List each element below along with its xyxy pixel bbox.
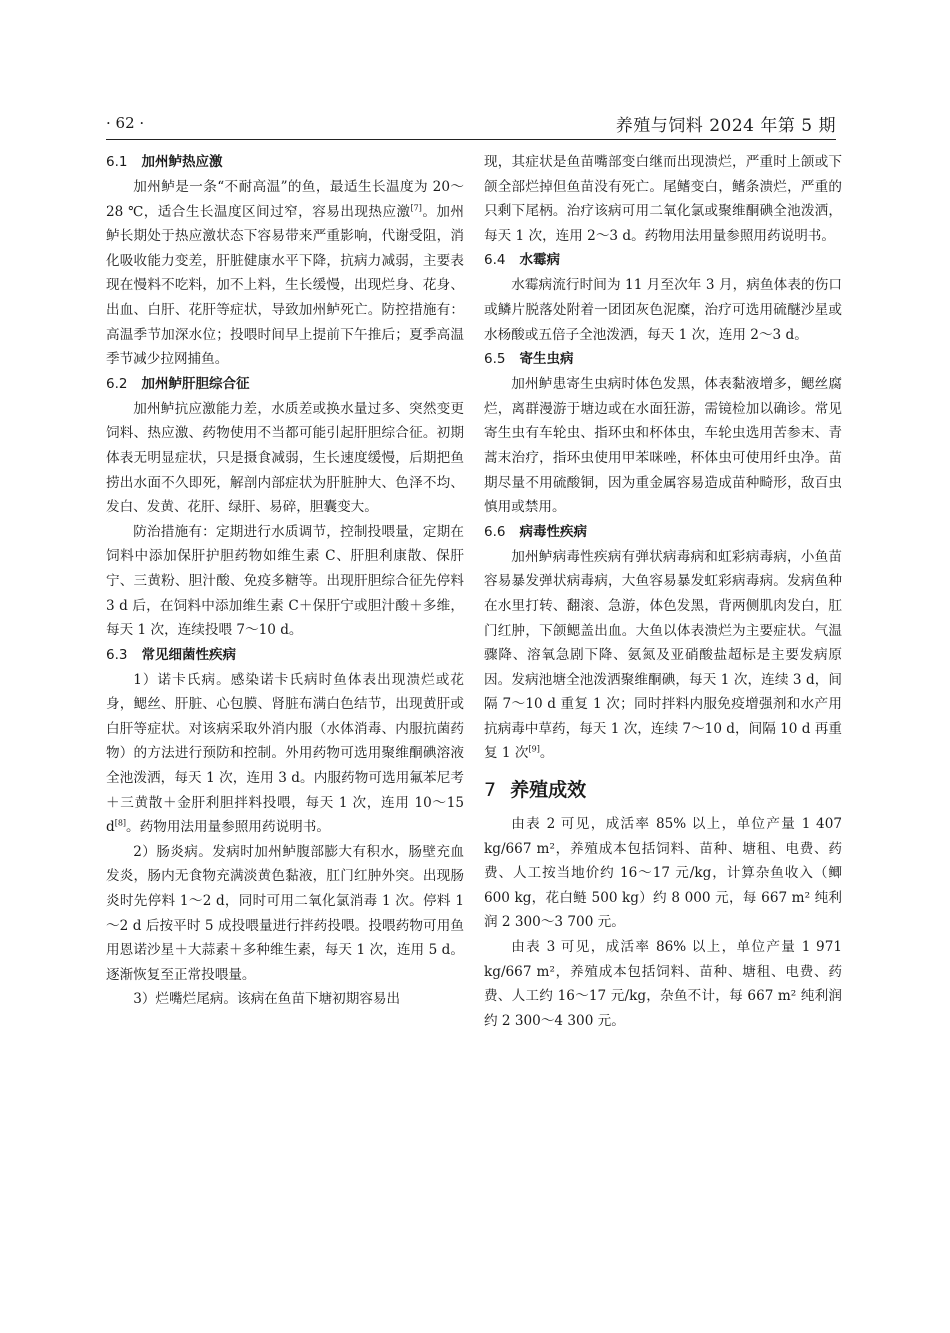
paragraph-mouth-tail-rot-continued: 现，其症状是鱼苗嘴部变白继而出现溃烂，严重时上颌或下颌全部烂掉但鱼苗没有死亡。尾鳍变白，鳍条溃烂，严重的只剩下尾柄。治疗该病可用二氧化氯或聚维酮碘全池泼洒，每天 1 次，连用 2～3 d。药物用法用量参照用药说明书。 [484, 154, 842, 244]
left-column [106, 150, 464, 1012]
section-number: 6.4 [484, 252, 506, 269]
section-heading-6-2 [106, 372, 464, 397]
paragraph-results-table3: 由表 3 可见，成活率 86% 以上，单位产量 1 971 kg/667 m²，养殖成本包括饲料、苗种、塘租、电费、药费、人工约 16～17 元/kg，杂鱼不计，每 667 m² 纯利润约 2 300～4 300 元。 [484, 939, 842, 1029]
paragraph-nocardia [106, 668, 464, 840]
citation-ref: [9] [528, 744, 540, 754]
section-title: 常见细菌性疾病 [141, 646, 236, 663]
paragraph-results-table2: 由表 2 可见，成活率 85% 以上，单位产量 1 407 kg/667 m²，养殖成本包括饲料、苗种、塘租、电费、药费、人工按当地价约 16～17 元/kg，计算杂鱼收入（鲫 600 kg，花白鲢 500 kg）约 8 000 元，每 667 m² 纯利润 2 300～3 700 元。 [484, 816, 842, 931]
paragraph-text: 。药物用法用量参照用药说明书。 [126, 819, 330, 836]
citation-ref: [7] [410, 203, 422, 213]
paragraph-text: 加州鲈病毒性疾病有弹状病毒病和虹彩病毒病，小鱼苗容易暴发弹状病毒病，大鱼容易暴发虹彩病毒病。发病鱼种在水里打转、翻滚、急游，体色发黑，背两侧肌肉发白，肛门红肿，下颌鳃盖出血。大鱼以体表溃烂为主要症状。气温骤降、溶氧急剧下降、氨氮及亚硝酸盐超标是主要发病原因。发病池塘全池泼洒聚维酮碘，每天 1 次，连续 3 d，间隔 7～10 d 重复 1 次；同时拌料内服免疫增强剂和水产用抗病毒中草药，每天 1 次，连续 7～10 d，间隔 10 d 再重复 1 次 [484, 548, 842, 762]
section-heading-6-6 [484, 520, 842, 545]
right-column [484, 150, 842, 1033]
paragraph-text: 1）诺卡氏病。感染诺卡氏病时鱼体表出现溃烂或花身，鳃丝、肝脏、心包膜、肾脏布满白色结节，出现黄肝或白肝等症状。对该病采取外消内服（水体消毒、内服抗菌药物）的方法进行预防和控制。外用药物可选用聚维酮碘溶液全池泼洒，每天 1 次，连用 3 d。内服药物可选用氟苯尼考＋三黄散＋金肝利胆拌料投喂，每天 1 次，连用 10～15 d [106, 671, 464, 836]
section-heading-6-4 [484, 248, 842, 273]
section-heading-6-1 [106, 150, 464, 175]
section-number: 6.1 [106, 154, 128, 170]
section-title: 水霉病 [519, 252, 560, 269]
section-title: 加州鲈热应激 [141, 154, 223, 170]
section-number: 6.2 [106, 375, 128, 392]
section-number: 6.3 [106, 646, 128, 663]
page-header [106, 108, 836, 138]
section-title: 加州鲈肝胆综合征 [141, 375, 250, 392]
paragraph-text: 。加州鲈长期处于热应激状态下容易带来严重影响，代谢受阻，消化吸收能力变差，肝脏健康水平下降，抗病力减弱，主要表现在慢料不吃料，加不上料，生长缓慢，出现烂身、花身、出血、白肝、花肝等症状，导致加州鲈死亡。防控措施有：高温季节加深水位；投喂时间早上提前下午推后；夏季高温季节减少拉网捕鱼。 [106, 203, 465, 368]
paragraph-heat-stress [106, 175, 464, 372]
paragraph-enteritis: 2）肠炎病。发病时加州鲈腹部膨大有积水，肠壁充血发炎，肠内无食物充满淡黄色黏液，肛门红肿外突。出现肠炎时先停料 1～2 d，同时可用二氧化氯消毒 1 次。停料 1～2 d 后按平时 5 成投喂量进行拌药投喂。投喂药物可用鱼用恩诺沙星＋大蒜素＋多种维生素，每天 1 次，连用 5 d。逐渐恢复至正常投喂量。 [106, 843, 464, 983]
paragraph-parasites: 加州鲈患寄生虫病时体色发黑，体表黏液增多，鳃丝腐烂，离群漫游于塘边或在水面狂游，需镜检加以确诊。常见寄生虫有车轮虫、指环虫和杯体虫，车轮虫选用苦参末、青蒿末治疗，指环虫使用甲苯咪唑，杯体虫可使用纤虫净。苗期尽量不用硫酸铜，因为重金属容易造成苗种畸形，敌百虫慎用或禁用。 [484, 376, 842, 516]
paragraph-mouth-tail-rot: 3）烂嘴烂尾病。该病在鱼苗下塘初期容易出 [133, 991, 401, 1008]
citation-ref: [8] [114, 818, 127, 828]
journal-issue: 养殖与饲料 2024 年第 5 期 [615, 116, 836, 136]
paragraph-text: 。 [539, 745, 554, 762]
paragraph-water-mold: 水霉病流行时间为 11 月至次年 3 月，病鱼体表的伤口或鳞片脱落处附着一团团灰色泥糜，治疗可选用硫醚沙星或水杨酸或五倍子全池泼洒，每天 1 次，连用 2～3 d。 [484, 277, 842, 343]
section-heading-6-3 [106, 643, 464, 668]
section-title: 病毒性疾病 [519, 523, 587, 540]
section-number: 6.5 [484, 351, 506, 368]
section-title: 寄生虫病 [519, 351, 574, 368]
section-number: 6.6 [484, 523, 506, 540]
section-heading-7 [484, 766, 842, 812]
section-heading-6-5 [484, 347, 842, 372]
page-number: · 62 · [106, 114, 145, 132]
section-number: 7 [484, 779, 497, 802]
header-rule [106, 139, 836, 140]
section-title: 养殖成效 [510, 779, 587, 802]
paragraph-liver-prevention: 防治措施有：定期进行水质调节，控制投喂量，定期在饲料中添加保肝护胆药物如维生素 C、肝胆利康散、保肝宁、三黄粉、胆汁酸、免疫多糖等。出现肝胆综合征先停料 3 d 后，在饲料中添加维生素 C＋保肝宁或胆汁酸＋多维，每天 1 次，连续投喂 7～10 d。 [106, 523, 464, 639]
paragraph-liver-syndrome: 加州鲈抗应激能力差，水质差或换水量过多、突然变更饲料、热应激、药物使用不当都可能引起肝胆综合征。初期体表无明显症状，只是摄食减弱，生长速度缓慢，后期把鱼捞出水面不久即死，解剖内部症状为肝脏肿大、色泽不均、发白、发黄、花肝、绿肝、易碎，胆囊变大。 [106, 400, 464, 516]
paragraph-viral-disease [484, 545, 842, 766]
paragraph-text: 加州鲈是一条“不耐高温”的鱼，最适生长温度为 20～28 ℃，适合生长温度区间过窄，容易出现热应激 [106, 179, 464, 220]
